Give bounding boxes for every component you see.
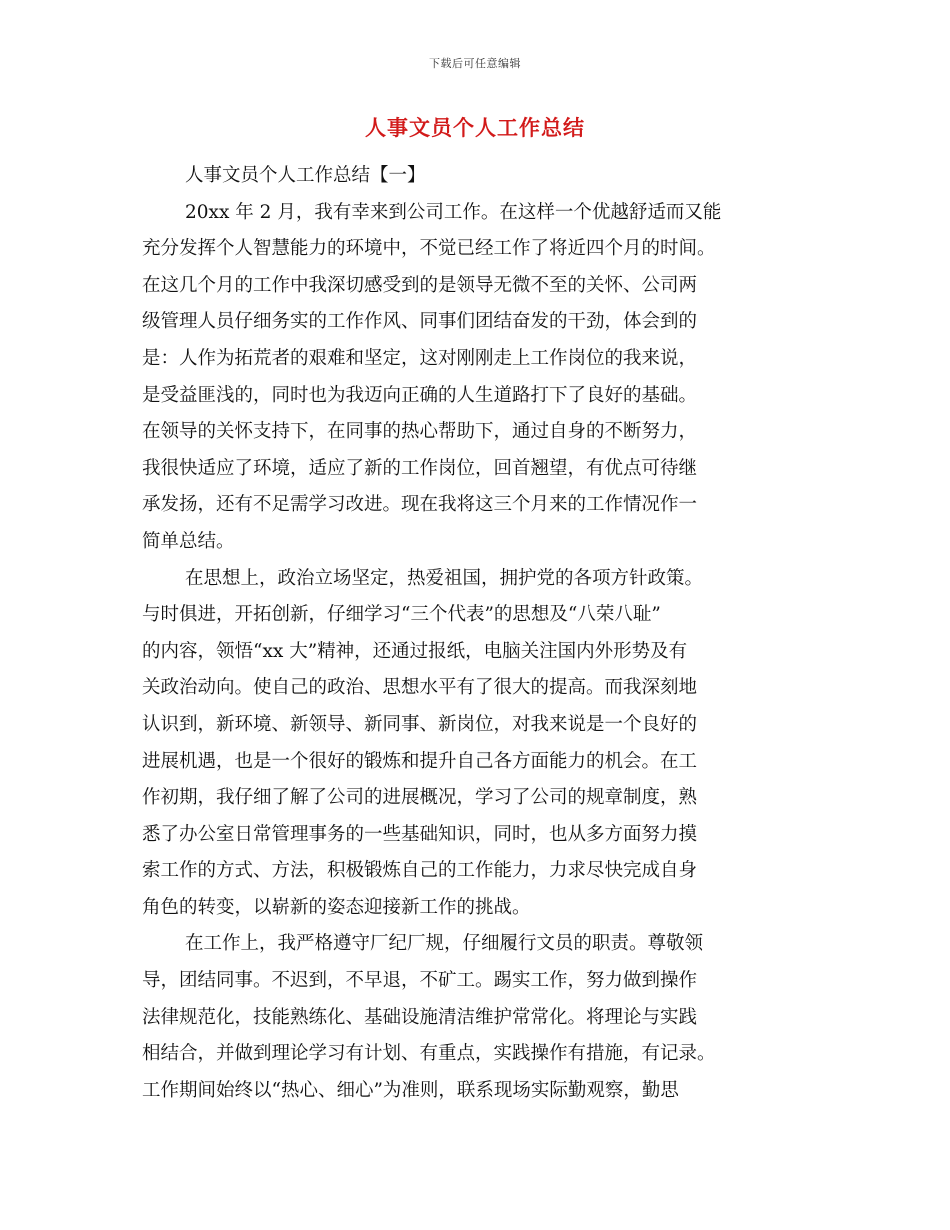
paragraph-line: 在这几个月的工作中我深切感受到的是领导无微不至的关怀、公司两 [142,274,698,296]
paragraph-line: 充分发挥个人智慧能力的环境中，不觉已经工作了将近四个月的时间。 [142,238,716,260]
header-note: 下载后可任意编辑 [429,57,521,70]
paragraph-line: 认识到，新环境、新领导、新同事、新岗位，对我来说是一个良好的 [142,713,698,735]
paragraph-line: 20xx 年 2 月，我有幸来到公司工作。在这样一个优越舒适而又能 [185,201,722,223]
paragraph-line: 工作期间始终以“热心、细心”为准则，联系现场实际勤观察，勤思 [142,1079,679,1101]
paragraph-line: 法律规范化，技能熟练化、基础设施清洁维护常常化。将理论与实践 [142,1006,698,1028]
paragraph-line: 进展机遇，也是一个很好的锻炼和提升自己各方面能力的机会。在工 [142,750,698,772]
paragraph-line: 相结合，并做到理论学习有计划、有重点，实践操作有措施，有记录。 [142,1043,716,1065]
paragraph-line: 作初期，我仔细了解了公司的进展概况，学习了公司的规章制度，熟 [142,787,698,809]
paragraph-line: 是：人作为拓荒者的艰难和坚定，这对刚刚走上工作岗位的我来说， [142,347,698,369]
paragraph-line: 在思想上，政治立场坚定，热爱祖国，拥护党的各项方针政策。 [185,567,704,589]
paragraph-line: 是受益匪浅的，同时也为我迈向正确的人生道路打下了良好的基础。 [142,384,698,406]
paragraph-line: 与时俱进，开拓创新，仔细学习“三个代表”的思想及“八荣八耻” [142,604,661,626]
paragraph-line: 索工作的方式、方法，积极锻炼自己的工作能力，力求尽快完成自身 [142,860,698,882]
paragraph-line: 简单总结。 [142,530,235,552]
paragraph-line: 角色的转变，以崭新的姿态迎接新工作的挑战。 [142,896,531,918]
paragraph-line: 导，团结同事。不迟到，不早退，不矿工。踢实工作，努力做到操作 [142,970,698,992]
paragraph-line: 悉了办公室日常管理事务的一些基础知识，同时，也从多方面努力摸 [142,823,698,845]
document-title: 人事文员个人工作总结 [365,116,585,140]
paragraph-line: 在领导的关怀支持下，在同事的热心帮助下，通过自身的不断努力， [142,421,698,443]
paragraph-line: 的内容，领悟“xx 大”精神，还通过报纸，电脑关注国内外形势及有 [142,640,688,662]
paragraph-line: 在工作上，我严格遵守厂纪厂规，仔细履行文员的职责。尊敬领 [185,933,704,955]
paragraph-line: 承发扬，还有不足需学习改进。现在我将这三个月来的工作情况作一 [142,494,698,516]
document-body [142,158,822,1109]
paragraph-line: 我很快适应了环境，适应了新的工作岗位，回首翘望，有优点可待继 [142,457,698,479]
paragraph-line: 级管理人员仔细务实的工作作风、同事们团结奋发的干劲，体会到的 [142,311,698,333]
section-heading: 人事文员个人工作总结【一】 [185,165,426,186]
paragraph-line: 关政治动向。使自己的政治、思想水平有了很大的提高。而我深刻地 [142,677,698,699]
